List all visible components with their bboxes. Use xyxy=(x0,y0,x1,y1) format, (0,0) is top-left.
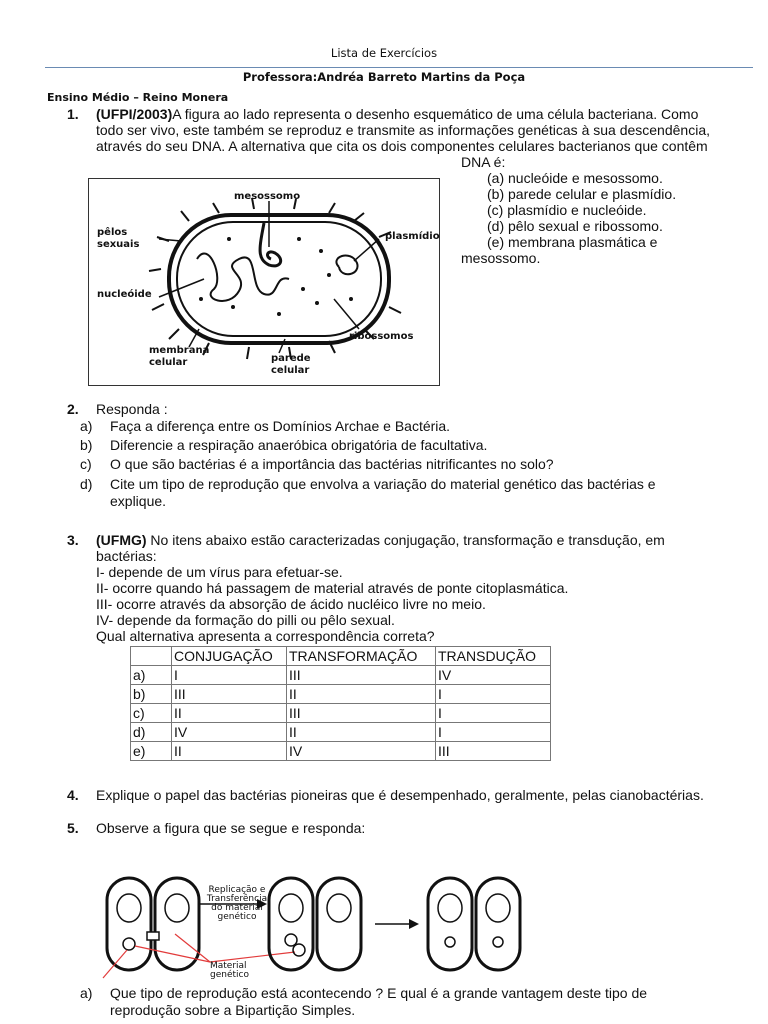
q3-statement-3: III- ocorre através da absorção de ácido nucléico livre no meio. xyxy=(96,596,486,612)
label-rep-2: Transferência xyxy=(206,894,268,904)
label-material xyxy=(210,962,249,980)
q3-statement-1: I- depende de um vírus para efetuar-se. xyxy=(96,564,343,580)
q3-text1: No itens abaixo estão caracterizadas conjugação, transformação e transdução, em xyxy=(146,532,665,548)
q2-c-text: O que são bactérias é a importância das bactérias nitrificantes no solo? xyxy=(110,456,554,472)
q5-a-line1: Que tipo de reprodução está acontecendo ? E qual é a grande vantagem deste tipo de xyxy=(110,985,648,1001)
q1-option-e: (e) membrana plasmática e xyxy=(487,234,658,250)
table-row xyxy=(131,742,551,761)
ribosome-dots xyxy=(199,237,353,316)
q2-b-letter: b) xyxy=(80,437,93,453)
q1-option-d: (d) pêlo sexual e ribossomo. xyxy=(487,218,663,234)
mesossome-shape xyxy=(260,223,281,266)
q3-number: 3. xyxy=(67,532,79,548)
table-row xyxy=(131,723,551,742)
subject-line: Ensino Médio – Reino Monera xyxy=(47,91,229,104)
q3-question: Qual alternativa apresenta a correspondência correta? xyxy=(96,628,435,644)
label-sexuais: sexuais xyxy=(97,239,140,250)
q2-a-text: Faça a diferença entre os Domínios Archae e Bactéria. xyxy=(110,418,451,434)
label-replication xyxy=(206,886,268,922)
q3-statement-4: IV- depende da formação do pilli ou pêlo sexual. xyxy=(96,612,395,628)
label-ribossomos: ribossomos xyxy=(349,331,414,342)
table-cell: III xyxy=(287,666,436,685)
q2-d-text: Cite um tipo de reprodução que envolva a variação do material genético das bactérias e xyxy=(110,476,656,492)
table-cell: a) xyxy=(131,666,172,685)
q5-a-line2: reprodução sobre a Bipartição Simples. xyxy=(110,1002,356,1018)
label-mat-1: Material xyxy=(210,961,247,971)
table-row xyxy=(131,666,551,685)
q2-number: 2. xyxy=(67,401,79,417)
table-header-row xyxy=(131,647,551,666)
table-cell: II xyxy=(287,723,436,742)
table-cell: II xyxy=(172,742,287,761)
label-rep-1: Replicação e xyxy=(208,885,266,895)
label-parede: parede xyxy=(271,353,311,364)
q3-source: (UFMG) xyxy=(96,532,147,548)
label-plasmidio: plasmídio xyxy=(385,231,440,242)
q1-line2: todo ser vivo, este também se reproduz e transmite as informações genéticas à sua descendência, xyxy=(96,122,710,138)
table-cell: III xyxy=(172,685,287,704)
table-cell: e) xyxy=(131,742,172,761)
label-parede-celular: celular xyxy=(271,365,310,376)
cells-stage-3 xyxy=(428,878,520,970)
label-rep-3: do material xyxy=(211,903,263,913)
table-row xyxy=(131,685,551,704)
table-cell: II xyxy=(172,704,287,723)
label-mat-2: genético xyxy=(210,970,249,980)
label-nucleoide: nucleóide xyxy=(97,289,152,300)
q2-d-cont: explique. xyxy=(110,493,167,509)
q2-c-letter: c) xyxy=(80,456,92,472)
conjugation-diagram xyxy=(95,870,535,985)
q1-option-a: (a) nucleóide e mesossomo. xyxy=(487,170,663,186)
q5-a-letter: a) xyxy=(80,985,93,1001)
label-membrana: membrana xyxy=(149,345,210,356)
table-cell: c) xyxy=(131,704,172,723)
doc-title: Lista de Exercícios xyxy=(330,46,438,60)
nucleoid-shape xyxy=(197,253,289,300)
q4-number: 4. xyxy=(67,787,79,803)
label-pelos: pêlos xyxy=(97,227,128,238)
q2-b-text: Diferencie a respiração anaeróbica obrigatória de facultativa. xyxy=(110,437,488,453)
q3-line2: bactérias: xyxy=(96,548,157,564)
q1-option-b: (b) parede celular e plasmídio. xyxy=(487,186,677,202)
table-cell: IV xyxy=(436,666,551,685)
table-cell: IV xyxy=(287,742,436,761)
q1-option-e-cont: mesossomo. xyxy=(461,250,541,266)
table-cell: d) xyxy=(131,723,172,742)
q5-text: Observe a figura que se segue e responda: xyxy=(96,820,366,836)
q4-text: Explique o papel das bactérias pioneiras que é desempenhado, geralmente, pelas cianobactérias. xyxy=(96,787,704,803)
q2-intro: Responda : xyxy=(96,401,168,417)
label-membrana-celular: celular xyxy=(149,357,188,368)
table-cell: III xyxy=(287,704,436,723)
q1-number: 1. xyxy=(67,106,79,122)
table-cell: I xyxy=(172,666,287,685)
table-cell: IV xyxy=(172,723,287,742)
dna-stage-2 xyxy=(279,894,351,956)
table-header-cell: TRANSDUÇÃO xyxy=(436,647,551,666)
teacher-name: Professora:Andréa Barreto Martins da Poça xyxy=(242,70,526,84)
table-header-cell: CONJUGAÇÃO xyxy=(172,647,287,666)
q3-statement-2: II- ocorre quando há passagem de material através de ponte citoplasmática. xyxy=(96,580,569,596)
table-cell: I xyxy=(436,704,551,723)
q5-number: 5. xyxy=(67,820,79,836)
q1-line3: através do seu DNA. A alternativa que cita os dois componentes celulares bacterianos que contêm xyxy=(96,138,708,154)
bacteria-diagram xyxy=(89,179,439,385)
table-header-cell xyxy=(131,647,172,666)
q1-line1 xyxy=(96,106,698,122)
q1-source: (UFPI/2003) xyxy=(96,106,173,122)
q1-line4: DNA é: xyxy=(461,154,506,170)
table-cell: I xyxy=(436,723,551,742)
conjugation-bridge xyxy=(147,932,159,940)
table-cell: I xyxy=(436,685,551,704)
table-header-cell: TRANSFORMAÇÃO xyxy=(287,647,436,666)
table-row xyxy=(131,704,551,723)
table-cell: b) xyxy=(131,685,172,704)
q3-answer-table xyxy=(130,646,551,761)
q2-a-letter: a) xyxy=(80,418,93,434)
q2-d-letter: d) xyxy=(80,476,93,492)
table-cell: II xyxy=(287,685,436,704)
q1-text1: A figura ao lado representa o desenho esquemático de uma célula bacteriana. Como xyxy=(172,106,699,122)
label-mesossomo: mesossomo xyxy=(234,191,301,202)
dna-stage-1 xyxy=(117,894,189,950)
cells-stage-2 xyxy=(269,878,361,970)
header-rule xyxy=(45,67,753,68)
q3-line1 xyxy=(96,532,665,548)
table-cell: III xyxy=(436,742,551,761)
q1-option-c: (c) plasmídio e nucleóide. xyxy=(487,202,647,218)
plasmid-shape xyxy=(336,255,357,274)
dna-stage-3 xyxy=(438,894,510,947)
label-rep-4: genético xyxy=(217,912,257,922)
arrow-2-head xyxy=(409,919,419,929)
bacteria-figure xyxy=(88,178,440,386)
